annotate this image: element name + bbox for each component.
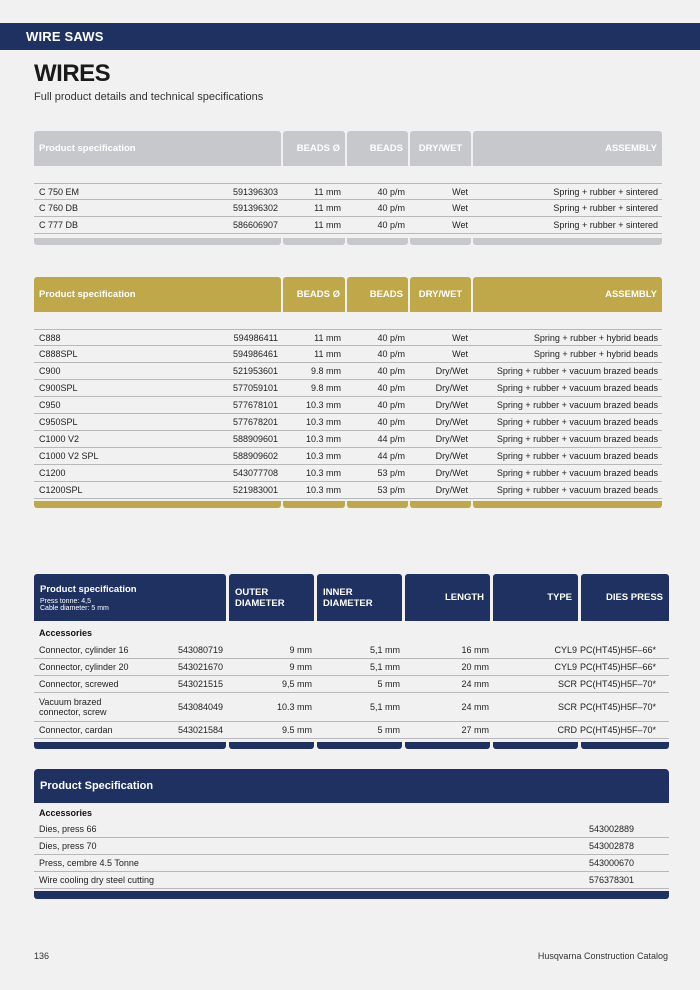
table-row: C1000 V2 588909601 10.3 mm 44 p/m Dry/Wet Spring + rubber + vacuum brazed beads: [34, 431, 662, 448]
col-dry-wet: DRY/WET: [410, 277, 471, 312]
page-number: 136: [34, 951, 50, 961]
col-dry-wet: DRY/WET: [410, 131, 471, 166]
table-row: Connector, cylinder 16 543080719 9 mm 5,1 mm 16 mm CYL9 PC(HT45)H5F–66*: [34, 642, 669, 659]
col-product-spec: Product specification: [34, 277, 281, 312]
section-heading: Accessories: [39, 628, 93, 638]
table-row: Connector, cardan 543021584 9.5 mm 5 mm 27 mm CRD PC(HT45)H5F–70*: [34, 722, 669, 739]
col-product-spec: Product specification Press tonne: 4,5 Cable diameter: 5 mm: [34, 574, 226, 621]
table-row: Connector, cylinder 20 543021670 9 mm 5,1 mm 20 mm CYL9 PC(HT45)H5F–66*: [34, 659, 669, 676]
col-product-spec: Product specification: [34, 131, 281, 166]
accessories-title: Product Specification: [34, 769, 669, 803]
page-subtitle: Full product details and technical specifications: [34, 91, 264, 103]
col-outer-diameter: OUTER DIAMETER: [229, 574, 314, 621]
table-row: C950SPL 577678201 10.3 mm 40 p/m Dry/Wet Spring + rubber + vacuum brazed beads: [34, 414, 662, 431]
section-label: WIRE SAWS: [26, 29, 104, 44]
table-row: C 760 DB 591396302 11 mm 40 p/m Wet Spring + rubber + sintered: [34, 200, 662, 217]
section-heading: Accessories: [39, 808, 93, 818]
col-inner-diameter: INNER DIAMETER: [317, 574, 402, 621]
table-row: Connector, screwed 543021515 9,5 mm 5 mm 24 mm SCR PC(HT45)H5F–70*: [34, 676, 669, 693]
table-row: Wire cooling dry steel cutting 576378301: [34, 872, 669, 889]
section-banner: [0, 23, 700, 50]
catalog-name: Husqvarna Construction Catalog: [537, 951, 668, 961]
col-length: LENGTH: [405, 574, 490, 621]
table-row: C1000 V2 SPL 588909602 10.3 mm 44 p/m Dry/Wet Spring + rubber + vacuum brazed beads: [34, 448, 662, 465]
table-row: C1200SPL 521983001 10.3 mm 53 p/m Dry/Wet Spring + rubber + vacuum brazed beads: [34, 482, 662, 499]
col-beads: BEADS: [347, 277, 408, 312]
table-row: Vacuum brazed connector, screw 543084049 10.3 mm 5,1 mm 24 mm SCR PC(HT45)H5F–70*: [34, 693, 669, 722]
table-row: C900SPL 577059101 9.8 mm 40 p/m Dry/Wet Spring + rubber + vacuum brazed beads: [34, 380, 662, 397]
col-assembly: ASSEMBLY: [473, 277, 662, 312]
table-row: C888 594986411 11 mm 40 p/m Wet Spring + rubber + hybrid beads: [34, 329, 662, 346]
page-title: WIRES: [34, 60, 111, 87]
table-row: C 777 DB 586606907 11 mm 40 p/m Wet Spring + rubber + sintered: [34, 217, 662, 234]
table-row: C1200 543077708 10.3 mm 53 p/m Dry/Wet Spring + rubber + vacuum brazed beads: [34, 465, 662, 482]
table-row: C900 521953601 9.8 mm 40 p/m Dry/Wet Spring + rubber + vacuum brazed beads: [34, 363, 662, 380]
table-row: Dies, press 66 543002889: [34, 821, 669, 838]
col-type: TYPE: [493, 574, 578, 621]
col-beads: BEADS: [347, 131, 408, 166]
col-assembly: ASSEMBLY: [473, 131, 662, 166]
table-row: Dies, press 70 543002878: [34, 838, 669, 855]
col-beads-diameter: BEADS Ø: [283, 131, 345, 166]
table-row: C 750 EM 591396303 11 mm 40 p/m Wet Spring + rubber + sintered: [34, 183, 662, 200]
table-row: C950 577678101 10.3 mm 40 p/m Dry/Wet Spring + rubber + vacuum brazed beads: [34, 397, 662, 414]
table-row: C888SPL 594986461 11 mm 40 p/m Wet Spring + rubber + hybrid beads: [34, 346, 662, 363]
col-beads-diameter: BEADS Ø: [283, 277, 345, 312]
col-dies-press: DIES PRESS: [581, 574, 669, 621]
table-row: Press, cembre 4.5 Tonne 543000670: [34, 855, 669, 872]
